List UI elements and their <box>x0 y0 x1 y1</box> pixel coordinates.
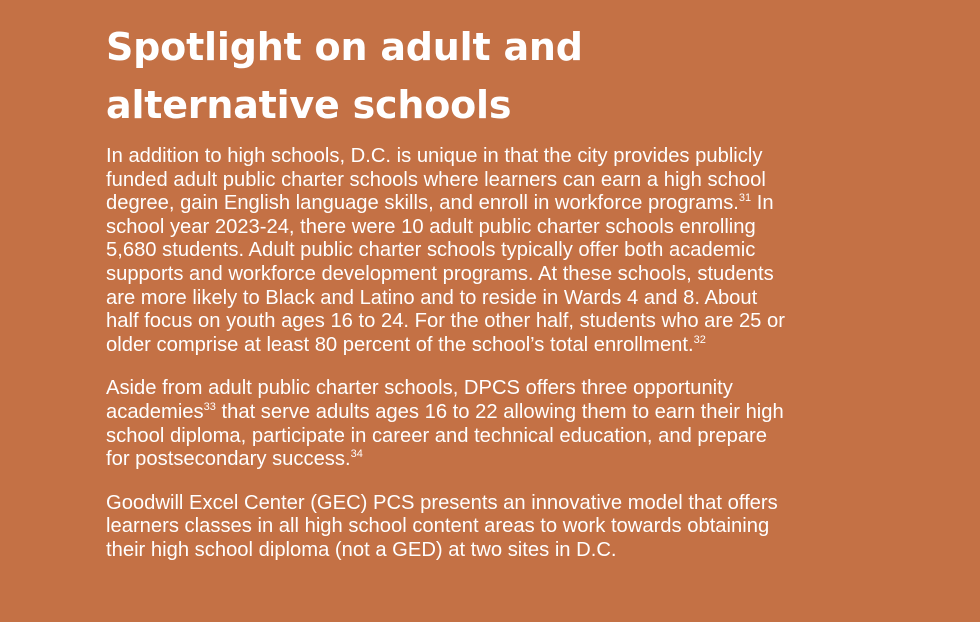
text-line: 5,680 students. Adult public charter schools typically offer both academic <box>106 239 756 262</box>
title-line-2: alternative schools <box>106 83 512 127</box>
footnote-ref-32: 32 <box>693 333 706 346</box>
footnote-ref-34: 34 <box>350 448 363 461</box>
footnote-ref-31: 31 <box>738 192 752 205</box>
text-line: degree, gain English language skills, and enroll in workforce programs. <box>106 192 739 215</box>
text-line: In <box>751 192 774 215</box>
text-line: school year 2023-24, there were 10 adult public charter schools enrolling <box>106 215 756 238</box>
text-line: for postsecondary success. <box>106 448 351 471</box>
text-line: school diploma, participate in career and technical education, and prepare <box>106 424 767 447</box>
footnote-ref-33: 33 <box>203 400 216 413</box>
text-line: are more likely to Black and Latino and to reside in Wards 4 and 8. About <box>106 286 758 309</box>
text-line: older comprise at least 80 percent of the school’s total enrollment. <box>106 333 694 356</box>
title-line-1: Spotlight on adult and <box>106 25 583 69</box>
text-line: funded adult public charter schools where learners can earn a high school <box>106 168 766 191</box>
paragraph-goodwill-excel-center <box>106 492 906 563</box>
text-line: half focus on youth ages 16 to 24. For the other half, students who are 25 or <box>106 310 785 333</box>
paragraph-adult-charter-schools <box>106 145 906 357</box>
text-line: that serve adults ages 16 to 22 allowing them to earn their high <box>215 400 784 423</box>
text-line: In addition to high schools, D.C. is unique in that the city provides publicly <box>106 145 763 167</box>
body-text <box>106 145 906 583</box>
text-line: Aside from adult public charter schools, DPCS offers three opportunity <box>106 377 733 400</box>
text-line: supports and workforce development programs. At these schools, students <box>106 262 774 285</box>
text-line: their high school diploma (not a GED) at two sites in D.C. <box>106 538 617 561</box>
page-title <box>106 18 746 134</box>
text-line: academies <box>106 400 204 423</box>
text-line: Goodwill Excel Center (GEC) PCS presents an innovative model that offers <box>106 491 778 514</box>
paragraph-opportunity-academies <box>106 377 906 471</box>
text-line: learners classes in all high school content areas to work towards obtaining <box>106 515 770 538</box>
